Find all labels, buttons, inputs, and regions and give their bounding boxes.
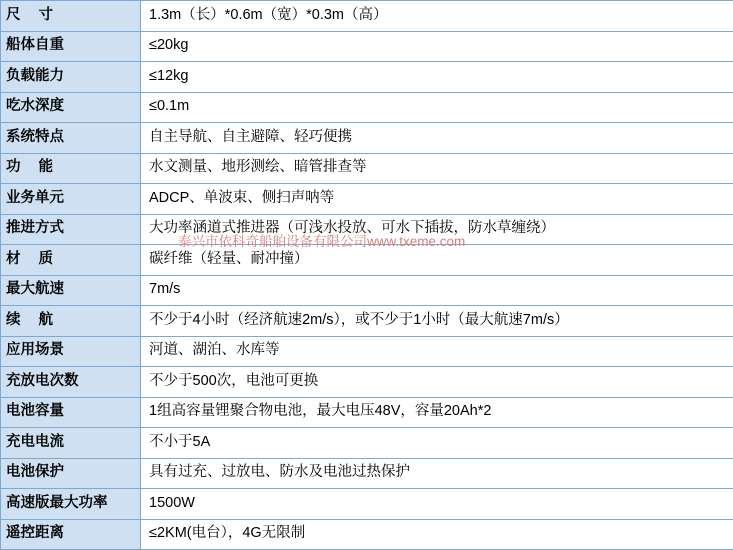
table-row [1, 397, 733, 428]
spec-label-cell: 业务单元 [1, 184, 141, 215]
spec-label-cell: 系统特点 [1, 123, 141, 154]
spec-value-cell: 不小于5A [141, 428, 733, 459]
spec-label-cell: 吃水深度 [1, 92, 141, 123]
spec-label-cell: 续 航 [1, 306, 141, 337]
spec-label-cell: 应用场景 [1, 336, 141, 367]
table-row [1, 92, 733, 123]
table-row [1, 153, 733, 184]
table-row [1, 306, 733, 337]
spec-value-cell: ≤20kg [141, 31, 733, 62]
table-row [1, 336, 733, 367]
spec-value-cell: 1500W [141, 489, 733, 520]
table-row [1, 275, 733, 306]
spec-value-cell: 具有过充、过放电、防水及电池过热保护 [141, 458, 733, 489]
table-row [1, 62, 733, 93]
spec-value-cell: 大功率涵道式推进器（可浅水投放、可水下插拔，防水草缠绕） [141, 214, 733, 245]
spec-value-cell: ADCP、单波束、侧扫声呐等 [141, 184, 733, 215]
spec-label-cell: 负载能力 [1, 62, 141, 93]
spec-label-cell: 高速版最大功率 [1, 489, 141, 520]
spec-label-cell: 充电电流 [1, 428, 141, 459]
table-row [1, 214, 733, 245]
spec-value-cell: 7m/s [141, 275, 733, 306]
watermark-text: 泰兴市依科奇船舶设备有限公司www.txeme.com [178, 230, 465, 250]
spec-label-cell: 功 能 [1, 153, 141, 184]
table-row [1, 428, 733, 459]
table-row [1, 489, 733, 520]
specification-table-body [1, 1, 733, 550]
spec-label-cell: 充放电次数 [1, 367, 141, 398]
spec-label-cell: 电池保护 [1, 458, 141, 489]
spec-value-cell: 河道、湖泊、水库等 [141, 336, 733, 367]
spec-value-cell: ≤12kg [141, 62, 733, 93]
table-row [1, 458, 733, 489]
table-row [1, 367, 733, 398]
table-row [1, 31, 733, 62]
spec-label-cell: 遥控距离 [1, 519, 141, 550]
spec-value-cell: 不少于500次，电池可更换 [141, 367, 733, 398]
spec-label-cell: 船体自重 [1, 31, 141, 62]
table-row [1, 184, 733, 215]
spec-label-cell: 材 质 [1, 245, 141, 276]
spec-value-cell: ≤2KM(电台），4G无限制 [141, 519, 733, 550]
spec-value-cell: 1组高容量锂聚合物电池，最大电压48V，容量20Ah*2 [141, 397, 733, 428]
table-row [1, 1, 733, 32]
spec-value-cell: 1.3m（长）*0.6m（宽）*0.3m（高） [141, 1, 733, 32]
spec-value-cell: 不少于4小时（经济航速2m/s），或不少于1小时（最大航速7m/s） [141, 306, 733, 337]
spec-value-cell: 水文测量、地形测绘、暗管排查等 [141, 153, 733, 184]
spec-value-cell: 自主导航、自主避障、轻巧便携 [141, 123, 733, 154]
table-row [1, 519, 733, 550]
table-row [1, 245, 733, 276]
spec-label-cell: 尺 寸 [1, 1, 141, 32]
table-row [1, 123, 733, 154]
spec-value-cell: 碳纤维（轻量、耐冲撞） [141, 245, 733, 276]
spec-value-cell: ≤0.1m [141, 92, 733, 123]
spec-label-cell: 推进方式 [1, 214, 141, 245]
spec-label-cell: 电池容量 [1, 397, 141, 428]
spec-label-cell: 最大航速 [1, 275, 141, 306]
